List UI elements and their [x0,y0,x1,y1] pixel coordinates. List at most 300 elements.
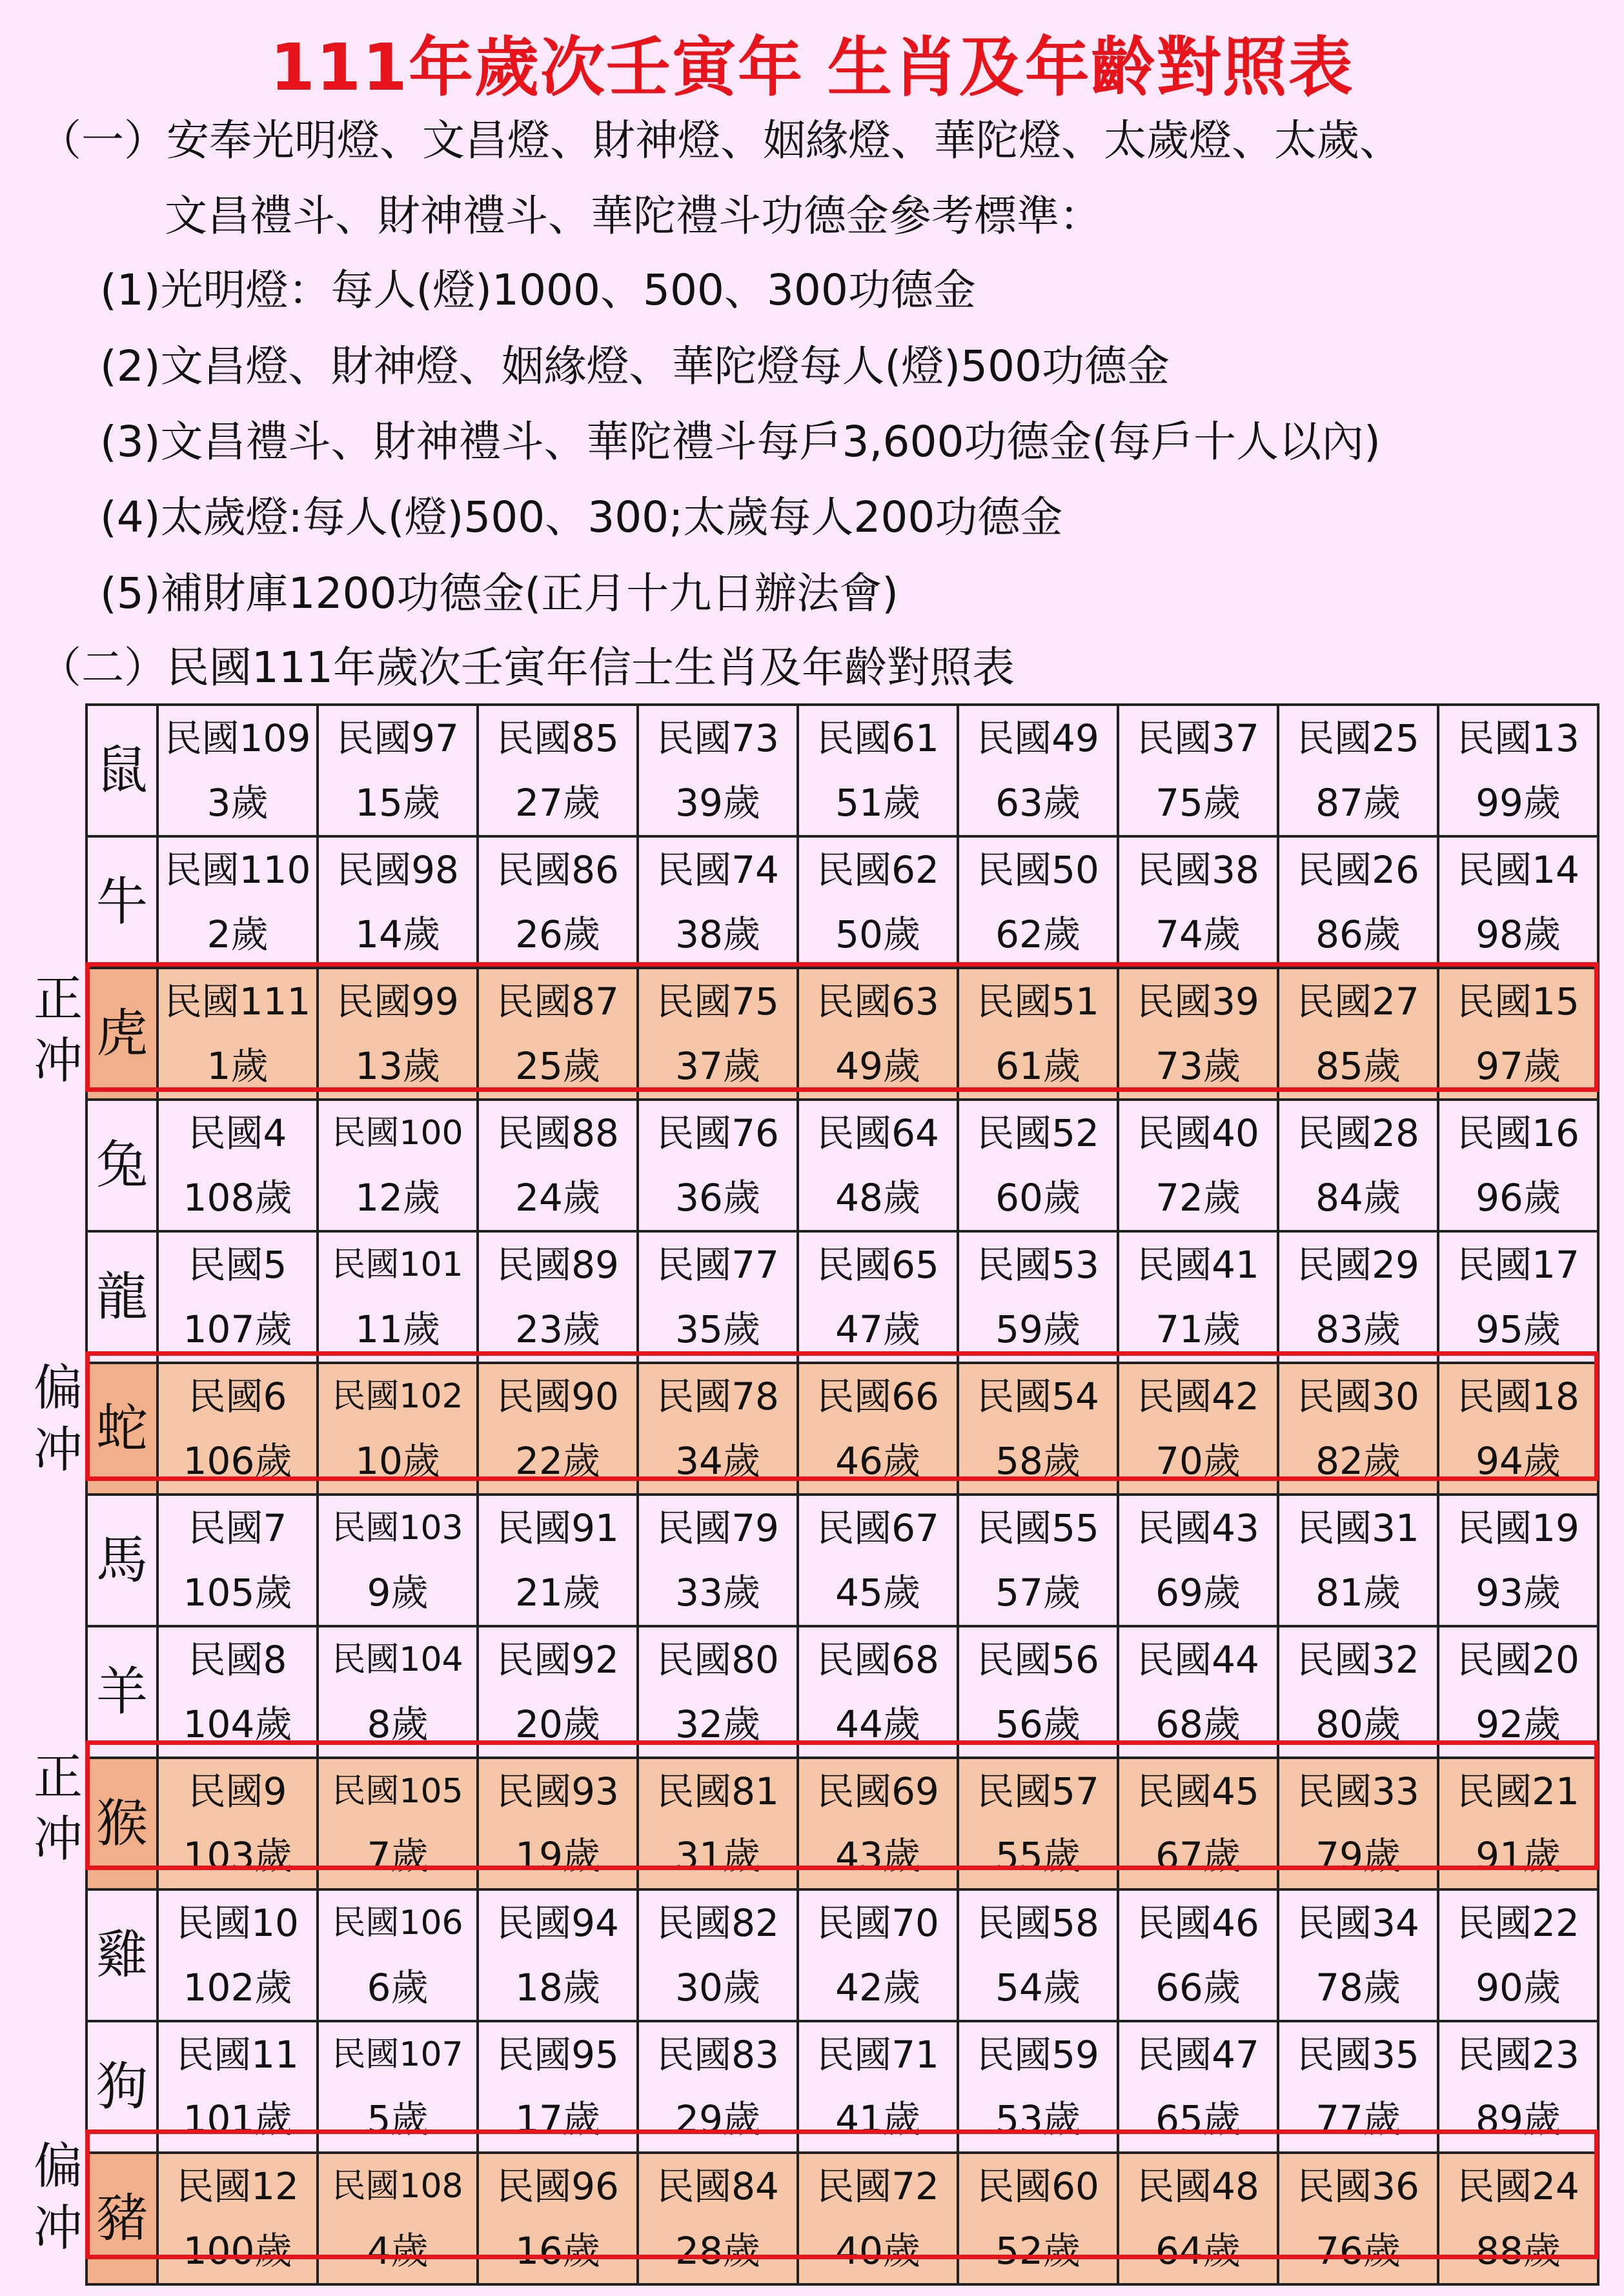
roc-year: 民國41 [1137,1243,1259,1287]
roc-year: 民國66 [817,1375,939,1418]
age: 62歲 [995,912,1081,956]
side-label-char: 偏 [34,2137,83,2195]
age: 90歲 [1476,1966,1561,2009]
roc-year: 民國18 [1457,1375,1579,1418]
roc-year: 民國61 [817,716,939,760]
age: 44歲 [835,1702,920,1746]
age: 95歲 [1476,1307,1561,1351]
age: 64歲 [1155,2229,1241,2273]
year-age-cell [958,968,1118,1100]
roc-year: 民國70 [817,1901,939,1945]
year-age-cell [157,2153,318,2284]
age: 39歲 [675,781,760,825]
age: 106歲 [183,1439,292,1483]
roc-year: 民國72 [817,2164,939,2208]
age: 46歲 [835,1439,920,1483]
roc-year: 民國73 [656,716,779,760]
year-age-cell [478,836,638,968]
roc-year: 民國107 [332,2035,463,2074]
roc-year: 民國106 [332,1904,463,1942]
year-age-cell [478,1363,638,1495]
roc-year: 民國80 [656,1638,779,1682]
age: 93歲 [1476,1571,1561,1615]
table-row [86,968,1598,1100]
year-age-cell [478,2021,638,2153]
age: 36歲 [675,1176,760,1220]
roc-year: 民國54 [977,1375,1099,1418]
year-age-cell [478,1231,638,1363]
section1-line1: （一）安奉光明燈、文昌燈、財神燈、姻緣燈、華陀燈、太歲燈、太歲、 [39,116,1402,165]
year-age-cell [638,1758,798,1889]
year-age-cell [318,1626,478,1758]
year-age-cell [157,968,318,1100]
year-age-cell [638,836,798,968]
year-age-cell [157,2021,318,2153]
roc-year: 民國20 [1457,1638,1579,1682]
table-row [86,1889,1598,2021]
age: 12歲 [355,1176,440,1220]
side-label-char: 冲 [34,2199,83,2257]
year-age-cell [798,968,958,1100]
roc-year: 民國50 [977,848,1099,892]
side-label-char: 冲 [34,1421,83,1478]
roc-year: 民國53 [977,1243,1099,1287]
roc-year: 民國27 [1297,980,1419,1023]
side-label-tiger [32,968,84,1092]
roc-year: 民國68 [817,1638,939,1682]
age: 54歲 [995,1966,1081,2009]
year-age-cell [1438,1363,1598,1495]
roc-year: 民國19 [1457,1506,1579,1550]
year-age-cell [958,1363,1118,1495]
roc-year: 民國95 [496,2033,619,2077]
roc-year: 民國82 [656,1901,779,1945]
age: 96歲 [1476,1176,1561,1220]
age: 49歲 [835,1044,920,1088]
age: 99歲 [1476,781,1561,825]
age: 25歲 [515,1044,600,1088]
year-age-cell [157,1495,318,1626]
year-age-cell [1118,1889,1278,2021]
age: 100歲 [183,2229,292,2273]
zodiac-cell: 虎 [86,968,157,1100]
age: 45歲 [835,1571,920,1615]
section2-heading: （二）民國111年歲次壬寅年信士生肖及年齡對照表 [39,643,1015,692]
roc-year: 民國92 [496,1638,619,1682]
year-age-cell [1438,2021,1598,2153]
age: 78歲 [1315,1966,1401,2009]
roc-year: 民國59 [977,2033,1099,2077]
roc-year: 民國16 [1457,1111,1579,1155]
roc-year: 民國13 [1457,716,1579,760]
roc-year: 民國94 [496,1901,619,1945]
roc-year: 民國42 [1137,1375,1259,1418]
year-age-cell [958,836,1118,968]
year-age-cell [958,1889,1118,2021]
year-age-cell [958,1495,1118,1626]
zodiac-cell: 羊 [86,1626,157,1758]
year-age-cell [318,1758,478,1889]
year-age-cell [638,2021,798,2153]
section1-line2: 文昌禮斗、財神禮斗、華陀禮斗功德金參考標準： [165,191,1102,241]
table-row [86,705,1598,836]
year-age-cell [157,1758,318,1889]
age: 7歲 [367,1834,429,1878]
age: 31歲 [675,1834,760,1878]
age: 27歲 [515,781,600,825]
roc-year: 民國63 [817,980,939,1023]
age: 75歲 [1155,781,1241,825]
fee-item-2: (2)文昌燈、財神燈、姻緣燈、華陀燈每人(燈)500功德金 [100,341,1170,391]
side-label-pig [32,2135,84,2259]
year-age-cell [478,2153,638,2284]
age: 101歲 [183,2097,292,2141]
year-age-cell [318,2021,478,2153]
age: 6歲 [367,1966,429,2009]
age: 30歲 [675,1966,760,2009]
age: 20歲 [515,1702,600,1746]
roc-year: 民國88 [496,1111,619,1155]
age: 18歲 [515,1966,600,2009]
year-age-cell [478,705,638,836]
roc-year: 民國34 [1297,1901,1419,1945]
age: 84歲 [1315,1176,1401,1220]
year-age-cell [1118,2021,1278,2153]
year-age-cell [478,1495,638,1626]
roc-year: 民國90 [496,1375,619,1418]
roc-year: 民國36 [1297,2164,1419,2208]
age: 63歲 [995,781,1081,825]
roc-year: 民國22 [1457,1901,1579,1945]
year-age-cell [478,1889,638,2021]
zodiac-cell: 兔 [86,1100,157,1231]
year-age-cell [1278,1758,1438,1889]
roc-year: 民國6 [188,1375,287,1418]
roc-year: 民國10 [176,1901,299,1945]
age: 65歲 [1155,2097,1241,2141]
side-label-snake [32,1357,84,1481]
roc-year: 民國14 [1457,848,1579,892]
year-age-cell [1278,2021,1438,2153]
year-age-cell [478,1100,638,1231]
year-age-cell [318,1363,478,1495]
roc-year: 民國21 [1457,1769,1579,1813]
roc-year: 民國97 [336,716,459,760]
age: 9歲 [367,1571,429,1615]
age: 82歲 [1315,1439,1401,1483]
age: 72歲 [1155,1176,1241,1220]
year-age-cell [157,1889,318,2021]
age: 103歲 [183,1834,292,1878]
side-label-monkey [32,1746,84,1870]
age: 104歲 [183,1702,292,1746]
year-age-cell [958,1758,1118,1889]
age: 24歲 [515,1176,600,1220]
year-age-cell [798,1495,958,1626]
age: 59歲 [995,1307,1081,1351]
roc-year: 民國99 [336,980,459,1023]
roc-year: 民國8 [188,1638,287,1682]
age: 66歲 [1155,1966,1241,2009]
fee-item-5: (5)補財庫1200功德金(正月十九日辦法會) [100,569,898,618]
age: 87歲 [1315,781,1401,825]
year-age-cell [1438,1495,1598,1626]
age: 35歲 [675,1307,760,1351]
roc-year: 民國55 [977,1506,1099,1550]
roc-year: 民國78 [656,1375,779,1418]
fee-item-3: (3)文昌禮斗、財神禮斗、華陀禮斗每戶3,600功德金(每戶十人以內) [100,417,1381,467]
age: 17歲 [515,2097,600,2141]
age: 68歲 [1155,1702,1241,1746]
year-age-cell [1438,1758,1598,1889]
roc-year: 民國17 [1457,1243,1579,1287]
age: 47歲 [835,1307,920,1351]
year-age-cell [638,1889,798,2021]
year-age-cell [318,1889,478,2021]
age: 60歲 [995,1176,1081,1220]
table-row [86,2021,1598,2153]
age: 38歲 [675,912,760,956]
roc-year: 民國93 [496,1769,619,1813]
year-age-cell [958,1626,1118,1758]
age: 89歲 [1476,2097,1561,2141]
table-row [86,1100,1598,1231]
zodiac-cell: 猴 [86,1758,157,1889]
side-label-char: 偏 [34,1359,83,1416]
roc-year: 民國69 [817,1769,939,1813]
roc-year: 民國33 [1297,1769,1419,1813]
roc-year: 民國86 [496,848,619,892]
roc-year: 民國37 [1137,716,1259,760]
year-age-cell [1438,2153,1598,2284]
roc-year: 民國38 [1137,848,1259,892]
year-age-cell [1438,836,1598,968]
age: 108歲 [183,1176,292,1220]
year-age-cell [798,1758,958,1889]
roc-year: 民國28 [1297,1111,1419,1155]
roc-year: 民國104 [332,1640,463,1679]
year-age-cell [1118,1758,1278,1889]
year-age-cell [1438,1626,1598,1758]
side-label-char: 正 [34,1748,83,1806]
roc-year: 民國100 [332,1114,463,1153]
year-age-cell [638,1231,798,1363]
roc-year: 民國39 [1137,980,1259,1023]
year-age-cell [638,705,798,836]
year-age-cell [798,2021,958,2153]
year-age-cell [1278,1889,1438,2021]
age: 50歲 [835,912,920,956]
age: 40歲 [835,2229,920,2273]
age: 2歲 [207,912,269,956]
age: 91歲 [1476,1834,1561,1878]
year-age-cell [1118,968,1278,1100]
year-age-cell [1278,968,1438,1100]
roc-year: 民國29 [1297,1243,1419,1287]
age: 56歲 [995,1702,1081,1746]
roc-year: 民國57 [977,1769,1099,1813]
age: 48歲 [835,1176,920,1220]
age: 51歲 [835,781,920,825]
year-age-cell [1118,705,1278,836]
zodiac-cell: 雞 [86,1889,157,2021]
side-label-char: 冲 [34,1032,83,1089]
year-age-cell [318,2153,478,2284]
age: 43歲 [835,1834,920,1878]
year-age-cell [157,836,318,968]
zodiac-age-table [85,703,1599,2273]
table-row [86,1626,1598,1758]
year-age-cell [318,1231,478,1363]
roc-year: 民國48 [1137,2164,1259,2208]
roc-year: 民國15 [1457,980,1579,1023]
roc-year: 民國7 [188,1506,287,1550]
table-row [86,836,1598,968]
roc-year: 民國24 [1457,2164,1579,2208]
age: 5歲 [367,2097,429,2141]
roc-year: 民國30 [1297,1375,1419,1418]
age: 94歲 [1476,1439,1561,1483]
year-age-cell [798,705,958,836]
year-age-cell [157,1363,318,1495]
age: 29歲 [675,2097,760,2141]
age: 4歲 [367,2229,429,2273]
year-age-cell [1118,2153,1278,2284]
roc-year: 民國65 [817,1243,939,1287]
age: 70歲 [1155,1439,1241,1483]
age: 1歲 [207,1044,269,1088]
age: 10歲 [355,1439,440,1483]
age: 32歲 [675,1702,760,1746]
age: 16歲 [515,2229,600,2273]
age: 92歲 [1476,1702,1561,1746]
year-age-cell [1118,1231,1278,1363]
zodiac-cell: 狗 [86,2021,157,2153]
age: 85歲 [1315,1044,1401,1088]
roc-year: 民國64 [817,1111,939,1155]
roc-year: 民國51 [977,980,1099,1023]
year-age-cell [318,1495,478,1626]
year-age-cell [1438,705,1598,836]
roc-year: 民國45 [1137,1769,1259,1813]
roc-year: 民國89 [496,1243,619,1287]
year-age-cell [1278,1100,1438,1231]
table-row [86,1758,1598,1889]
age: 58歲 [995,1439,1081,1483]
roc-year: 民國87 [496,980,619,1023]
year-age-cell [1118,1100,1278,1231]
age: 42歲 [835,1966,920,2009]
year-age-cell [958,705,1118,836]
year-age-cell [638,1495,798,1626]
age: 11歲 [355,1307,440,1351]
roc-year: 民國40 [1137,1111,1259,1155]
year-age-cell [1438,1100,1598,1231]
year-age-cell [798,1231,958,1363]
year-age-cell [478,1626,638,1758]
zodiac-cell: 馬 [86,1495,157,1626]
side-label-char: 正 [34,970,83,1027]
year-age-cell [638,968,798,1100]
roc-year: 民國60 [977,2164,1099,2208]
zodiac-cell: 龍 [86,1231,157,1363]
roc-year: 民國62 [817,848,939,892]
table-row [86,2153,1598,2284]
age: 21歲 [515,1571,600,1615]
year-age-cell [318,836,478,968]
age: 105歲 [183,1571,292,1615]
roc-year: 民國43 [1137,1506,1259,1550]
year-age-cell [157,1100,318,1231]
page-title: 111年歲次壬寅年 生肖及年齡對照表 [270,30,1354,105]
roc-year: 民國74 [656,848,779,892]
roc-year: 民國32 [1297,1638,1419,1682]
year-age-cell [478,968,638,1100]
roc-year: 民國35 [1297,2033,1419,2077]
year-age-cell [1278,1231,1438,1363]
age: 107歲 [183,1307,292,1351]
age: 61歲 [995,1044,1081,1088]
year-age-cell [1278,1363,1438,1495]
age: 79歲 [1315,1834,1401,1878]
roc-year: 民國81 [656,1769,779,1813]
age: 13歲 [355,1044,440,1088]
year-age-cell [1278,836,1438,968]
roc-year: 民國77 [656,1243,779,1287]
roc-year: 民國102 [332,1377,463,1416]
age: 23歲 [515,1307,600,1351]
age: 28歲 [675,2229,760,2273]
table-row [86,1495,1598,1626]
roc-year: 民國58 [977,1901,1099,1945]
roc-year: 民國52 [977,1111,1099,1155]
roc-year: 民國75 [656,980,779,1023]
roc-year: 民國44 [1137,1638,1259,1682]
age: 41歲 [835,2097,920,2141]
roc-year: 民國56 [977,1638,1099,1682]
roc-year: 民國11 [176,2033,299,2077]
age: 67歲 [1155,1834,1241,1878]
year-age-cell [798,836,958,968]
roc-year: 民國49 [977,716,1099,760]
roc-year: 民國108 [332,2167,463,2206]
year-age-cell [798,2153,958,2284]
year-age-cell [638,1363,798,1495]
year-age-cell [1278,705,1438,836]
age: 3歲 [207,781,269,825]
roc-year: 民國31 [1297,1506,1419,1550]
year-age-cell [958,2021,1118,2153]
age: 57歲 [995,1571,1081,1615]
year-age-cell [798,1363,958,1495]
year-age-cell [638,2153,798,2284]
age: 88歲 [1476,2229,1561,2273]
roc-year: 民國83 [656,2033,779,2077]
year-age-cell [1118,836,1278,968]
year-age-cell [1278,1626,1438,1758]
roc-year: 民國9 [188,1769,287,1813]
roc-year: 民國111 [164,980,311,1023]
roc-year: 民國79 [656,1506,779,1550]
roc-year: 民國4 [188,1111,287,1155]
roc-year: 民國110 [164,848,311,892]
year-age-cell [1118,1626,1278,1758]
year-age-cell [318,705,478,836]
year-age-cell [958,2153,1118,2284]
age: 81歲 [1315,1571,1401,1615]
age: 22歲 [515,1439,600,1483]
year-age-cell [1438,968,1598,1100]
